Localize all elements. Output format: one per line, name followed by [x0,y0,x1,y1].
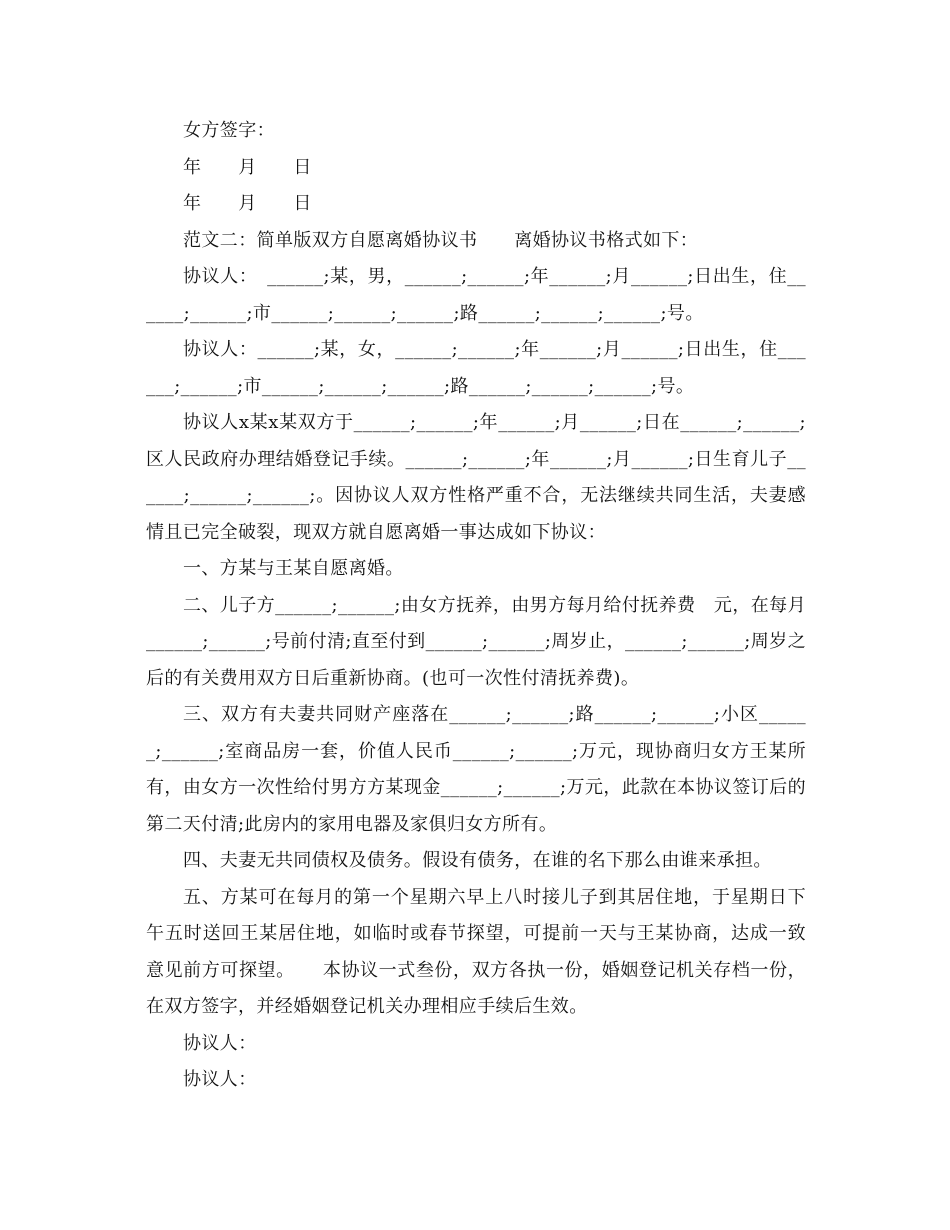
clause-paragraph: 一、方某与王某自愿离婚。 [183,558,404,579]
date-line: 年 月 日 [183,156,312,178]
document-body [146,113,806,1099]
signature-line-female: 女方签字： [183,120,275,141]
section-heading: 范文二：简单版双方自愿离婚协议书 离婚协议书格式如下： [183,229,699,251]
signature-line: 协议人： [183,1032,257,1054]
date-line: 年 月 日 [183,193,312,214]
clause-paragraph: 三、双方有夫妻共同财产座落在______;______;路______;______;小区______;______;室商品房一套，价值人民币______;______;万元，现协商归女方王某所有，由女方一次性给付男方方某现金______;______;万元，此款在本协议签订后的第二天付清;此房内的家用电器及家俱归女方所有。 [146,704,806,835]
party-info-paragraph: 协议人：______;某，女，______;______;年______;月______;日出生，住______;______;市______;______;______;路______;______;______;号。 [146,339,806,397]
signature-line: 协议人： [183,1069,257,1090]
marriage-background-paragraph: 协议人x某x某双方于______;______;年______;月______;日在______;______;区人民政府办理结婚登记手续。______;______;年______;月______;日生育儿子______;______;______;。因协议人双方性格严重不合，无法继续共同生活，夫妻感情且已完全破裂，现双方就自愿离婚一事达成如下协议： [146,412,806,543]
clause-paragraph: 五、方某可在每月的第一个星期六早上八时接儿子到其居住地，于星期日下午五时送回王某居住地，如临时或春节探望，可提前一天与王某协商，达成一致意见前方可探望。 本协议一式叁份，双方各执一份，婚姻登记机关存档一份，在双方签字，并经婚姻登记机关办理相应手续后生效。 [146,886,806,1017]
clause-paragraph: 四、夫妻无共同债权及债务。假设有债务，在谁的名下那么由谁来承担。 [183,850,772,871]
clause-paragraph: 二、儿子方______;______;由女方抚养，由男方每月给付抚养费 元，在每月______;______;号前付清;直至付到______;______;周岁止，______;______;周岁之后的有关费用双方日后重新协商。(也可一次性付清抚养费)。 [146,594,806,689]
party-info-paragraph: 协议人： ______;某，男，______;______;年______;月______;日出生，住______;______;市______;______;______;路______;______;______;号。 [146,266,806,324]
